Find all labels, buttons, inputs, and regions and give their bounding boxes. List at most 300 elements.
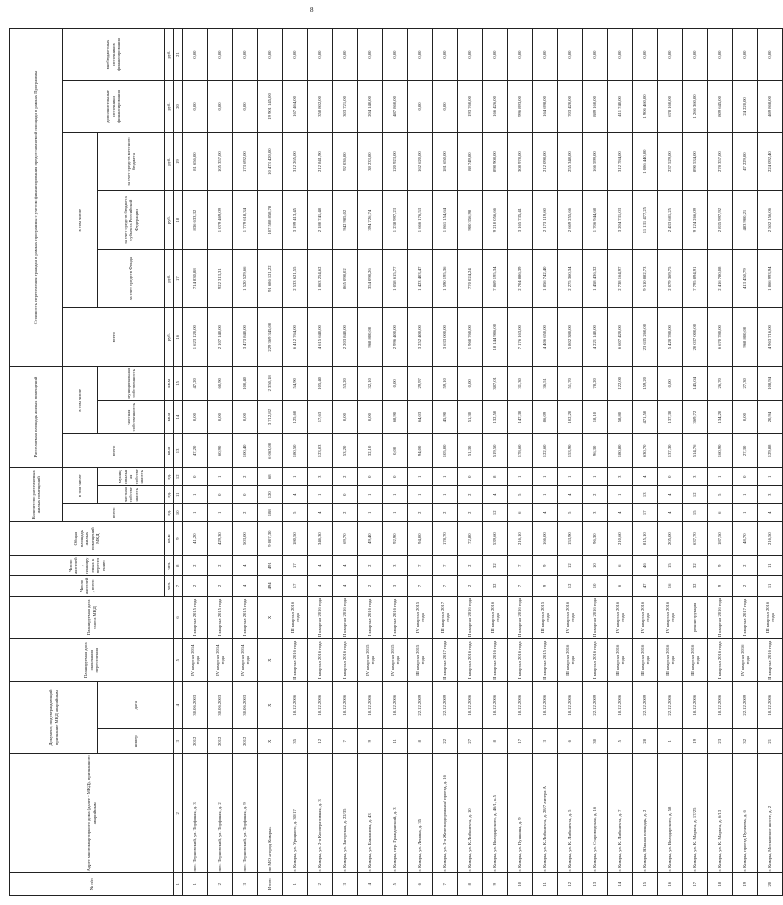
cost-total-cell: 2 107 140,00 [208, 308, 233, 367]
extra-sources2-cell: 0,00 [408, 29, 433, 81]
rooms-area-private-cell: 18,10 [583, 400, 608, 434]
rooms-private-cell: 0 [333, 486, 358, 504]
cost-total-cell: 968 800,00 [733, 308, 758, 367]
cost-local-cell: 237 529,00 [658, 132, 683, 191]
residents-planned-cell: 7 [508, 556, 533, 576]
cost-total-cell: 3 252 400,00 [408, 308, 433, 367]
area-cell: 205,00 [658, 522, 683, 556]
cost-total-cell: 20 037 000,00 [683, 308, 708, 367]
rooms-total-cell: 1 [208, 504, 233, 522]
resettle-date-cell: III квартал 2016 года [633, 639, 658, 682]
rooms-municipal-cell: 1 [558, 468, 583, 486]
rooms-private-cell: 4 [558, 486, 583, 504]
doc-date-cell: 18.12.2006 [608, 682, 633, 729]
rooms-area-municipal-cell: 31,30 [508, 366, 533, 400]
rooms-area-municipal-cell: 27,30 [733, 366, 758, 400]
doc-number-cell: 8 [408, 729, 433, 754]
rooms-area-municipal-cell: 59,10 [433, 366, 458, 400]
unit: кв.м [165, 400, 174, 434]
cost-fund-cell: 2 079 369,75 [658, 249, 683, 308]
extra-sources2-cell: 0,00 [183, 29, 208, 81]
resettle-date-cell: I квартал 2016 года [583, 639, 608, 682]
hdr-rc-total: всего [63, 504, 165, 522]
doc-number-cell: 28 [633, 729, 658, 754]
extra-sources-cell: 678 160,00 [658, 81, 683, 133]
rooms-area-total-cell: 53,20 [333, 434, 358, 468]
cost-regional-cell: 2 502 156,06 [758, 191, 783, 250]
residents-planned-cell: 9 [708, 556, 733, 576]
rooms-municipal-cell: 3 [683, 468, 708, 486]
extra-sources-cell: 1 266 360,00 [683, 81, 708, 133]
cost-regional-cell: 2 669 255,66 [558, 191, 583, 250]
row-number: 1 [183, 873, 208, 896]
cost-local-cell: 120 923,00 [383, 132, 408, 191]
rooms-private-cell: 4 [283, 486, 308, 504]
residents-cell: 32 [683, 576, 708, 596]
rooms-total-cell: 1 [358, 504, 383, 522]
extra-sources2-cell: 0,00 [358, 29, 383, 81]
residents-cell: 2 [733, 576, 758, 596]
rooms-total-cell: 1 [183, 504, 208, 522]
doc-date-cell: 22.12.2009 [433, 682, 458, 729]
table-row [433, 29, 458, 896]
residents-planned-cell: 32 [483, 556, 508, 576]
table-row [558, 29, 583, 896]
address-cell: г. Кимры, ул. Урицкого, д. 30/17 [283, 754, 308, 873]
rooms-municipal-cell: 4 [633, 468, 658, 486]
cost-fund-cell: 91 686 121,22 [258, 249, 283, 308]
column-number: 3 [174, 729, 183, 754]
rooms-area-private-cell: 0,00 [208, 400, 233, 434]
resettle-date-cell: IV квартал 2014 года [233, 639, 258, 682]
hdr-ra-total: всего [63, 434, 165, 468]
residents-cell: 2 [208, 576, 233, 596]
rooms-total-cell: 2 [333, 504, 358, 522]
cost-local-cell: 890 534,00 [683, 132, 708, 191]
table-row [708, 29, 733, 896]
area-cell: 69,70 [333, 522, 358, 556]
address-cell: г. Кимры, ул. К.Либкнехта, д. 10 [458, 754, 483, 873]
residents-cell: 2 [358, 576, 383, 596]
rooms-area-private-cell: 102,20 [558, 400, 583, 434]
rooms-total-cell: 4 [308, 504, 333, 522]
extra-sources-cell: 303 721,00 [333, 81, 358, 133]
doc-number-cell: 21 [758, 729, 783, 754]
rooms-area-municipal-cell: 51,70 [558, 366, 583, 400]
area-cell: 178,70 [433, 522, 458, 556]
rooms-municipal-cell: 0 [358, 468, 383, 486]
doc-number-cell: X [258, 729, 283, 754]
row-number: 16 [658, 873, 683, 896]
doc-number-cell: 17 [508, 729, 533, 754]
rooms-private-cell: 13 [633, 486, 658, 504]
doc-date-cell: 18.12.2006 [333, 682, 358, 729]
rooms-area-private-cell: 68,90 [383, 400, 408, 434]
extra-sources-cell: 164 698,00 [533, 81, 558, 133]
hdr-residents: Число жителей, всего [10, 576, 165, 596]
resettle-date-cell: X [258, 639, 283, 682]
hdr-cost: Стоимость переселения граждан в рамках программы с учетом финансирования предоставляемой площади в рамках Программы [10, 29, 63, 367]
hdr-ra-in-that: в том числе [63, 366, 98, 434]
extra-sources-cell: 167 464,00 [283, 81, 308, 133]
extra-sources-cell: 0,00 [233, 81, 258, 133]
column-number: 16 [174, 308, 183, 367]
rooms-area-municipal-cell: 122,00 [608, 366, 633, 400]
rooms-area-private-cell: 0,00 [183, 400, 208, 434]
cost-local-cell: 38 233,00 [358, 132, 383, 191]
area-cell: 429,30 [208, 522, 233, 556]
area-cell: 49,40 [358, 522, 383, 556]
unit: кв.м [165, 366, 174, 400]
column-number: 14 [174, 400, 183, 434]
cost-fund-cell: 2 275 360,34 [558, 249, 583, 308]
address-cell: г. Кимры, ул. К. Маркса, д. 17/25 [683, 754, 708, 873]
residents-cell: 3 [383, 576, 408, 596]
cost-regional-cell: 107 508 858,78 [258, 191, 283, 250]
residents-planned-cell: 9 [533, 556, 558, 576]
residents-cell: 9 [533, 576, 558, 596]
rooms-municipal-cell: 0 [183, 468, 208, 486]
demolish-date-cell: реконструкция [683, 596, 708, 639]
doc-date-cell: 18.12.2006 [458, 682, 483, 729]
rooms-area-private-cell: 45,90 [433, 400, 458, 434]
extra-sources2-cell: 0,00 [533, 29, 558, 81]
rooms-area-total-cell: 630,70 [633, 434, 658, 468]
demolish-date-cell: I квартал 2015 года [233, 596, 258, 639]
hdr-plan-demolish: Планируемая дата сноса МКД [10, 596, 174, 639]
doc-date-cell: 18.12.2006 [308, 682, 333, 729]
rooms-area-private-cell: 0,00 [358, 400, 383, 434]
extra-sources-cell: 0,00 [183, 81, 208, 133]
extra-sources2-cell: 0,00 [308, 29, 333, 81]
row-number: 11 [533, 873, 558, 896]
residents-cell: 494 [258, 576, 283, 596]
rooms-area-municipal-cell: 108,94 [758, 366, 783, 400]
table-row [408, 29, 433, 896]
resettle-date-cell: II квартал 2017 года [433, 639, 458, 682]
rooms-area-total-cell: 0,00 [383, 434, 408, 468]
rooms-area-total-cell: 94,00 [408, 434, 433, 468]
row-number: 15 [633, 873, 658, 896]
row-number: 10 [508, 873, 533, 896]
doc-number-cell: 5 [608, 729, 633, 754]
rooms-municipal-cell: 1 [283, 468, 308, 486]
rooms-total-cell: 4 [533, 504, 558, 522]
extra-sources-cell: 809 645,00 [708, 81, 733, 133]
rooms-total-cell: 3 [583, 504, 608, 522]
column-number: 9 [174, 522, 183, 556]
row-number: 2 [208, 873, 233, 896]
area-cell: 503,00 [233, 522, 258, 556]
cost-fund-cell: 413 450,79 [733, 249, 758, 308]
extra-sources-cell: 469 868,00 [758, 81, 783, 133]
residents-planned-cell: 2 [208, 556, 233, 576]
cost-local-cell: 312 265,00 [283, 132, 308, 191]
address-cell: г. Кимры, ул. Бакланова, д. 43 [358, 754, 383, 873]
resettle-date-cell: II квартал 2015 года [533, 639, 558, 682]
cost-fund-cell: 865 098,02 [333, 249, 358, 308]
rooms-area-municipal-cell: 54,90 [283, 366, 308, 400]
rooms-municipal-cell: 1 [508, 468, 533, 486]
resettle-date-cell: III квартал 2016 года [608, 639, 633, 682]
rooms-area-total-cell: 51,30 [458, 434, 483, 468]
doc-number-cell: 35 [283, 729, 308, 754]
rooms-private-cell: 2 [458, 486, 483, 504]
rooms-area-private-cell: 0,00 [733, 400, 758, 434]
doc-number-cell: 19 [683, 729, 708, 754]
rooms-area-total-cell: 96,30 [583, 434, 608, 468]
row-number: 1 [283, 873, 308, 896]
row-number: 17 [683, 873, 708, 896]
cost-regional-cell: 836 633,32 [183, 191, 208, 250]
residents-cell: 7 [508, 576, 533, 596]
residents-cell: 2 [183, 576, 208, 596]
cost-fund-cell: 7 795 894,91 [683, 249, 708, 308]
demolish-date-cell: IV квартал 2016 года [633, 596, 658, 639]
extra-sources-cell: 19 901 145,00 [258, 81, 283, 133]
rooms-private-cell: 1 [358, 486, 383, 504]
rooms-total-cell: 5 [283, 504, 308, 522]
doc-date-cell: 18.12.2006 [358, 682, 383, 729]
rooms-total-cell: 2 [233, 504, 258, 522]
table-row [233, 29, 258, 896]
row-number: 4 [358, 873, 383, 896]
cost-local-cell: 92 036,00 [333, 132, 358, 191]
row-number: 12 [558, 873, 583, 896]
rooms-total-cell: 4 [658, 504, 683, 522]
doc-number-cell: 30 [583, 729, 608, 754]
residents-planned-cell: 17 [283, 556, 308, 576]
rooms-area-municipal-cell: 60,90 [208, 366, 233, 400]
resettle-date-cell: IV квартал 2014 года [183, 639, 208, 682]
cost-total-cell: 3 473 840,00 [233, 308, 258, 367]
residents-planned-cell: 7 [433, 556, 458, 576]
table-row [333, 29, 358, 896]
rooms-municipal-cell: 1 [758, 468, 783, 486]
rooms-private-cell: 4 [658, 486, 683, 504]
column-number: 15 [174, 366, 183, 400]
residents-cell: 9 [708, 576, 733, 596]
unit: чел. [165, 556, 174, 576]
residents-cell: 12 [558, 576, 583, 596]
hdr-num: № п/п [10, 873, 174, 896]
area-cell: 72,80 [458, 522, 483, 556]
cost-regional-cell: 9 210 056,66 [483, 191, 508, 250]
rooms-municipal-cell: 68 [258, 468, 283, 486]
rooms-area-municipal-cell: 105,40 [308, 366, 333, 400]
rooms-total-cell: 1 [733, 504, 758, 522]
rooms-total-cell: 5 [558, 504, 583, 522]
resettle-date-cell: I квартал 2016 года [308, 639, 333, 682]
hdr-doc-date: дата [98, 682, 174, 729]
area-cell: 539,60 [483, 522, 508, 556]
resettle-date-cell: IV квартал 2014 года [208, 639, 233, 682]
residents-planned-cell: 2 [358, 556, 383, 576]
demolish-date-cell: I квартал 2016 года [358, 596, 383, 639]
row-number: 6 [408, 873, 433, 896]
cost-total-cell: 6 412 764,00 [283, 308, 308, 367]
cost-fund-cell: 1 590 195,36 [433, 249, 458, 308]
rooms-private-cell: 4 [483, 486, 508, 504]
hdr-fund: за счет средств Фонда [98, 249, 165, 308]
cost-total-cell: 968 800,00 [358, 308, 383, 367]
cost-fund-cell: 1 423 403,47 [408, 249, 433, 308]
rooms-total-cell: 12 [483, 504, 508, 522]
address-cell: г. Кимры, ул. Володарского, д. 46/1, к.5 [483, 754, 508, 873]
area-cell: 48,70 [733, 522, 758, 556]
doc-date-cell: 30.06.2003 [233, 682, 258, 729]
cost-local-cell: 162 620,00 [408, 132, 433, 191]
column-number: 17 [174, 249, 183, 308]
residents-cell: 32 [483, 576, 508, 596]
cost-fund-cell: 9 510 882,73 [633, 249, 658, 308]
cost-local-cell: 312 784,00 [608, 132, 633, 191]
doc-number-cell: 6 [558, 729, 583, 754]
row-number: 18 [708, 873, 733, 896]
demolish-date-cell: III квартал 2017 года [433, 596, 458, 639]
rooms-area-private-cell: 137,30 [658, 400, 683, 434]
area-cell: 9 007,30 [258, 522, 283, 556]
demolish-date-cell: IV квартал 2016 года [658, 596, 683, 639]
unit: чел. [165, 576, 174, 596]
cost-regional-cell: 2 180 741,48 [308, 191, 333, 250]
cost-fund-cell: 1 863 254,62 [308, 249, 333, 308]
cost-regional-cell: 3 165 735,41 [508, 191, 533, 250]
rooms-private-cell: 1 [533, 486, 558, 504]
doc-date-cell: 22.12.2009 [633, 682, 658, 729]
demolish-date-cell: III квартал 2016 года [483, 596, 508, 639]
rooms-area-private-cell: 17,63 [308, 400, 333, 434]
extra-sources-cell: 166 426,00 [483, 81, 508, 133]
table-row [283, 29, 308, 896]
table-row [683, 29, 708, 896]
cost-total-cell: 5 802 380,00 [558, 308, 583, 367]
row-number: 3 [333, 873, 358, 896]
rooms-private-cell: 5 [708, 486, 733, 504]
resettle-date-cell: IV квартал 2015 года [383, 639, 408, 682]
residents-planned-cell: 4 [233, 556, 258, 576]
resettlement-table [9, 28, 783, 896]
extra-sources2-cell: 0,00 [258, 29, 283, 81]
unit: кв.м [165, 434, 174, 468]
rooms-area-municipal-cell: 0,00 [658, 366, 683, 400]
doc-date-cell: 30.06.2003 [208, 682, 233, 729]
cost-total-cell: 229 369 345,00 [258, 308, 283, 367]
cost-regional-cell: 483 900,21 [733, 191, 758, 250]
rooms-private-cell: 3 [758, 486, 783, 504]
rooms-private-cell: 120 [258, 486, 283, 504]
row-number: 3 [233, 873, 258, 896]
column-number: 21 [174, 29, 183, 81]
rooms-area-total-cell: 6 063,00 [258, 434, 283, 468]
rooms-area-private-cell: 125,60 [283, 400, 308, 434]
cost-fund-cell: 770 024,24 [458, 249, 483, 308]
resettle-date-cell: II квартал 2016 года [483, 639, 508, 682]
column-number: 5 [174, 639, 183, 682]
unit: ед. [165, 486, 174, 504]
rooms-area-municipal-cell: 32,10 [358, 366, 383, 400]
rooms-area-total-cell: 514,76 [683, 434, 708, 468]
column-number: 12 [174, 468, 183, 486]
cost-regional-cell: 1 861 154,64 [433, 191, 458, 250]
cost-regional-cell: 1 079 469,09 [208, 191, 233, 250]
doc-date-cell: 18.12.2006 [533, 682, 558, 729]
unit: ед. [165, 468, 174, 486]
hdr-rooms-count: Количество расселяемых жилых помещений [10, 468, 63, 522]
column-number: 2 [174, 754, 183, 873]
residents-planned-cell: 6 [608, 556, 633, 576]
table-row [483, 29, 508, 896]
residents-cell: 7 [408, 576, 433, 596]
cost-fund-cell: 1 856 742,40 [533, 249, 558, 308]
doc-date-cell: 18.12.2006 [483, 682, 508, 729]
resettle-date-cell: I квартал 2016 года [508, 639, 533, 682]
residents-cell: 10 [583, 576, 608, 596]
extra-sources2-cell: 0,00 [658, 29, 683, 81]
extra-sources2-cell: 0,00 [233, 29, 258, 81]
doc-number-cell: 32 [733, 729, 758, 754]
rooms-area-total-cell: 60,90 [208, 434, 233, 468]
residents-cell: 11 [758, 576, 783, 596]
residents-planned-cell: 4 [308, 556, 333, 576]
rooms-municipal-cell: 0 [383, 468, 408, 486]
demolish-date-cell: III квартал 2016 года [758, 596, 783, 639]
doc-number-cell: 7 [333, 729, 358, 754]
extra-sources-cell: 1 906 460,00 [633, 81, 658, 133]
rooms-area-total-cell: 122,60 [533, 434, 558, 468]
address-cell: пос. Терновский, ул. Торфяная, д. 9 [233, 754, 258, 873]
resettle-date-cell: I квартал 2016 года [708, 639, 733, 682]
column-number: 6 [174, 596, 183, 639]
cost-total-cell: 1 968 760,00 [458, 308, 483, 367]
extra-sources-cell: 193 760,00 [458, 81, 483, 133]
table-row [733, 29, 758, 896]
cost-regional-cell: 11 131 477,25 [633, 191, 658, 250]
address-cell: г. Кимры, Московское шоссе, д. 2 [758, 754, 783, 873]
unit: руб. [165, 308, 174, 367]
residents-planned-cell: 4 [333, 556, 358, 576]
demolish-date-cell: II квартал 2016 года [708, 596, 733, 639]
extra-sources2-cell: 0,00 [733, 29, 758, 81]
demolish-date-cell: II квартал 2016 года [583, 596, 608, 639]
extra-sources-cell: 703 420,00 [558, 81, 583, 133]
rooms-area-total-cell: 27,30 [733, 434, 758, 468]
hdr-residents-planned: Число жителей, планируемых к переселению [10, 556, 165, 576]
table-row [608, 29, 633, 896]
demolish-date-cell: II квартал 2016 года [333, 596, 358, 639]
extra-sources2-cell: 0,00 [208, 29, 233, 81]
cost-local-cell: 308 978,00 [508, 132, 533, 191]
table-row [508, 29, 533, 896]
table-row [633, 29, 658, 896]
address-cell: пос. Терновский, ул. Торфяная, д. 3 [183, 754, 208, 873]
hdr-extra-sources: дополнительные источники финансирования [63, 81, 165, 133]
address-cell: г. Кимры, ул. Староводская, д. 16 [583, 754, 608, 873]
rooms-area-municipal-cell: 78,20 [583, 366, 608, 400]
cost-fund-cell: 1 520 529,66 [233, 249, 258, 308]
address-cell: г. Кимры, ул. 3-я Железнодорожная/ проезд, д. 16 [433, 754, 458, 873]
cost-regional-cell: 9 124 266,09 [683, 191, 708, 250]
doc-number-cell: 12 [308, 729, 333, 754]
extra-sources2-cell: 0,00 [383, 29, 408, 81]
extra-sources2-cell: 0,00 [433, 29, 458, 81]
resettle-date-cell: I квартал 2016 года [333, 639, 358, 682]
rooms-total-cell: 6 [708, 504, 733, 522]
row-number: Итого [258, 873, 283, 896]
residents-planned-cell: 2 [458, 556, 483, 576]
table-row [208, 29, 233, 896]
rooms-area-total-cell: 105,00 [433, 434, 458, 468]
